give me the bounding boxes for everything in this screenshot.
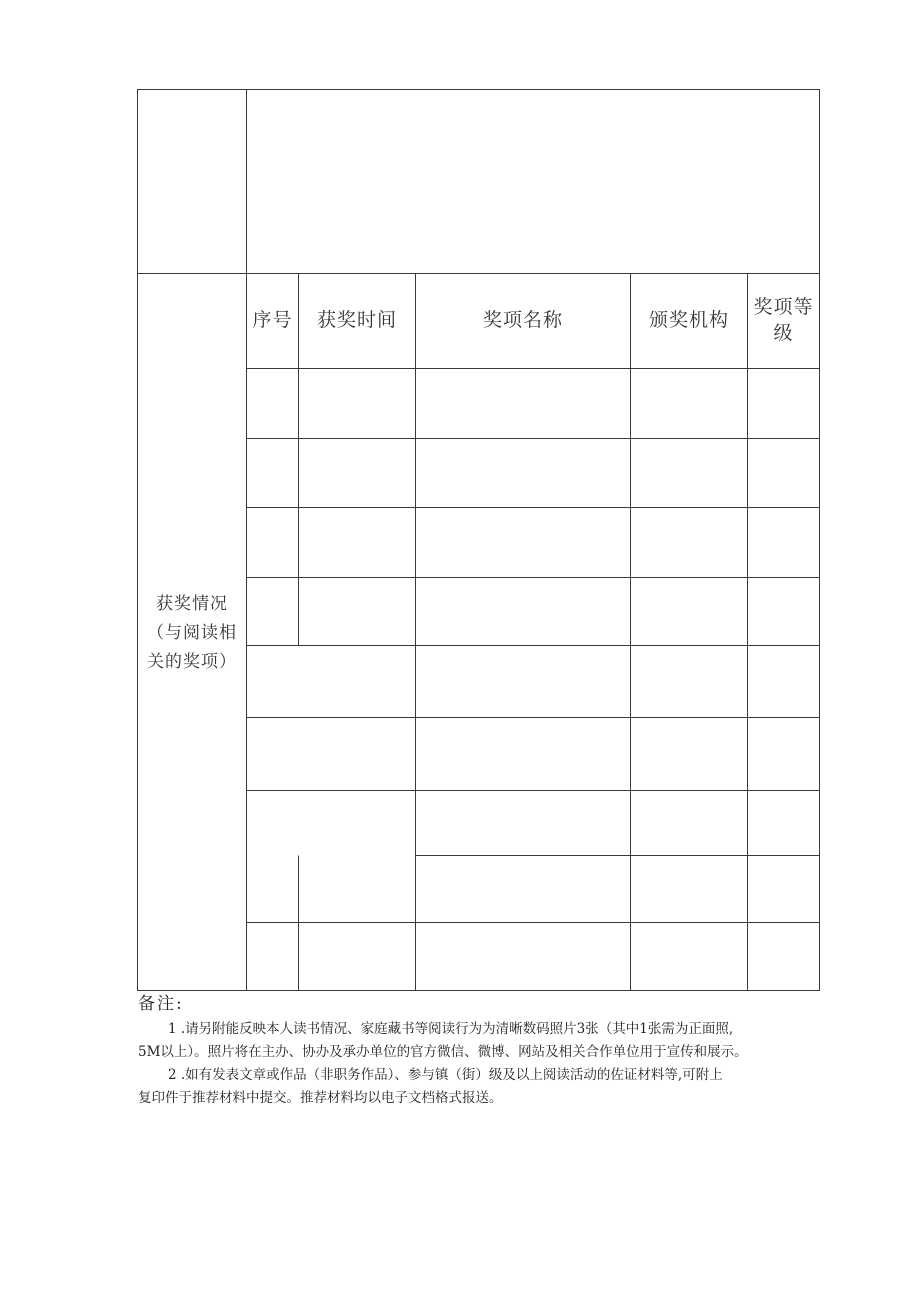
note-1-line-2: 5M以上）。照片将在主办、协办及承办单位的官方微信、微博、网站及相关合作单位用于宣传和展示。	[138, 1044, 748, 1060]
header-award-time: 获奖时间	[316, 309, 397, 332]
side-label-line1: 获奖情况	[156, 594, 228, 614]
notes-title: 备注:	[138, 994, 184, 1014]
header-award-level-line1: 奖项等	[753, 296, 814, 319]
header-award-level-line2: 级	[773, 322, 794, 344]
note-1-line-1: 1 .请另附能反映本人读书情况、家庭藏书等阅读行为为清晰数码照片3张（其中1张需为正面照,	[168, 1021, 734, 1037]
header-award-name: 奖项名称	[482, 309, 563, 332]
note-2-line-1: 2 .如有发表文章或作品（非职务作品）、参与镇（街）级及以上阅读活动的佐证材料等,可附上	[168, 1067, 723, 1083]
side-label-line3: 关的奖项）	[147, 652, 237, 672]
notes-section	[138, 991, 828, 1110]
awards-side-label	[140, 590, 244, 677]
header-seq: 序号	[252, 309, 293, 332]
header-award-level	[748, 274, 819, 368]
note-2-line-2: 复印件于推荐材料中提交。推荐材料均以电子文档格式报送。	[138, 1090, 503, 1106]
header-award-org: 颁奖机构	[648, 309, 729, 332]
side-label-line2: （与阅读相	[147, 623, 237, 643]
